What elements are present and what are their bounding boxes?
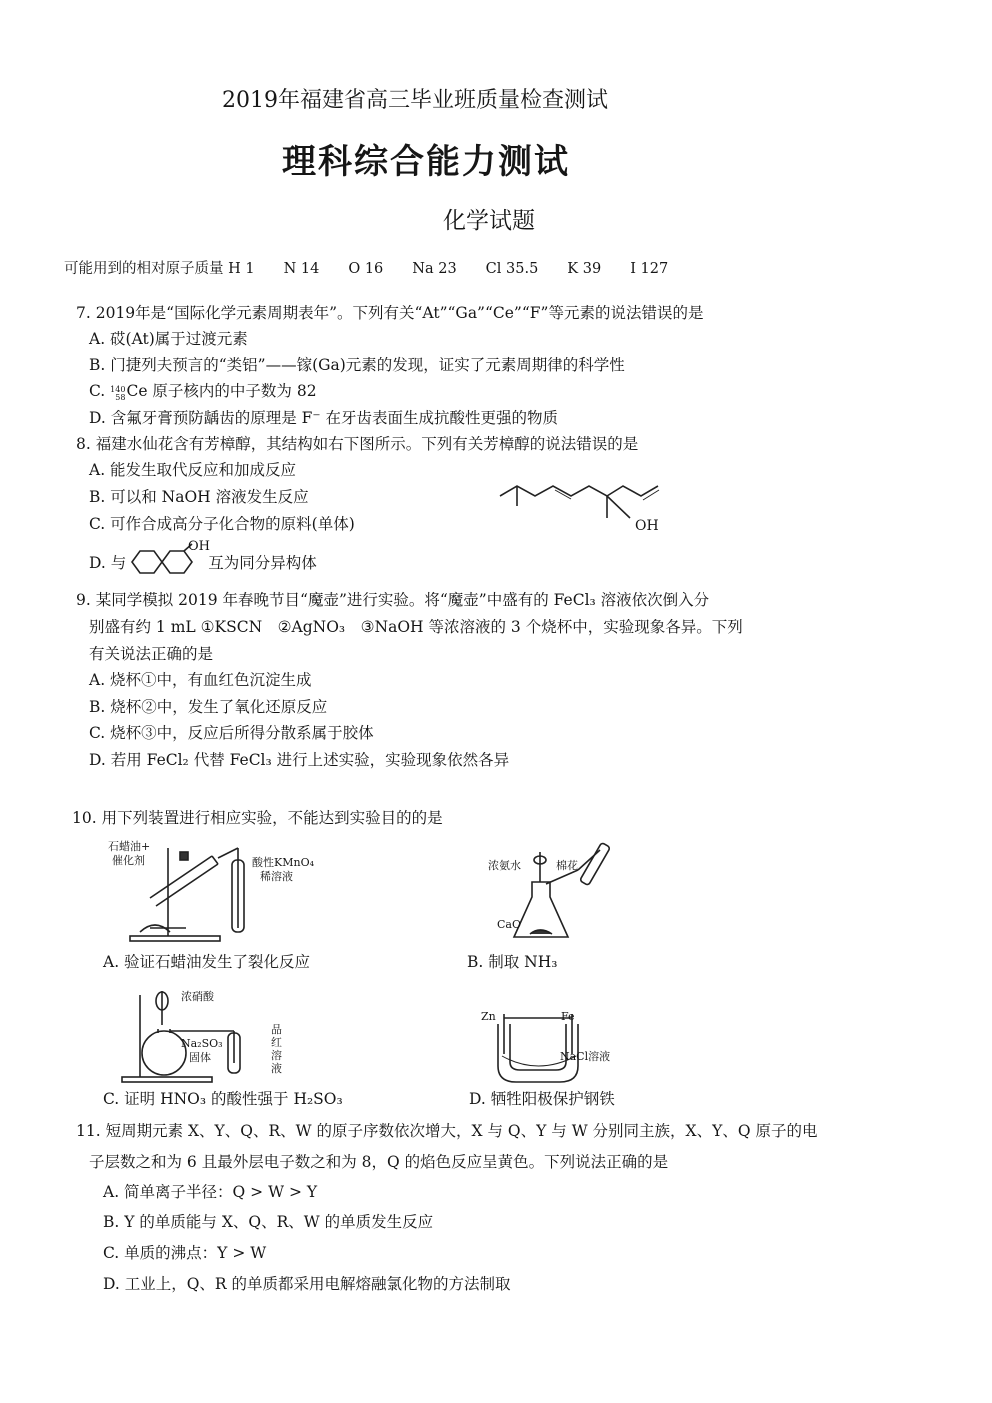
main-title: 理科综合能力测试 — [282, 142, 570, 182]
q7-option-c-text: Ce 原子核内的中子数为 82 — [126, 382, 317, 400]
q9-stem-line3: 有关说法正确的是 — [89, 645, 214, 663]
d-label-nacl: NaCl溶液 — [560, 1050, 611, 1063]
q8-option-c: C. 可作合成高分子化合物的原料(单体) — [89, 515, 355, 533]
a-label-kmno4: 酸性KMnO₄ — [252, 856, 314, 869]
c-label-rong: 溶 — [271, 1049, 282, 1062]
subject-title: 化学试题 — [443, 208, 535, 234]
d-label-zn: Zn — [481, 1010, 496, 1023]
c-label-ye: 液 — [271, 1062, 282, 1075]
q9-option-d: D. 若用 FeCl₂ 代替 FeCl₃ 进行上述实验，实验现象依然各异 — [89, 751, 510, 769]
q11-stem-line1: 11. 短周期元素 X、Y、Q、R、W 的原子序数依次增大，X 与 Q、Y 与 W 分别同主族，X、Y、Q 原子的电 — [76, 1122, 818, 1140]
q7-option-a: A. 砹(At)属于过渡元素 — [89, 330, 248, 348]
q7-option-b: B. 门捷列夫预言的“类铝”——镓(Ga)元素的发现，证实了元素周期律的科学性 — [89, 356, 625, 374]
q8-option-d-suffix: 互为同分异构体 — [208, 554, 317, 572]
b-label-cao: CaO — [497, 918, 521, 931]
a-label-dilute: 稀溶液 — [260, 870, 293, 883]
b-label-cotton: 棉花 — [556, 859, 578, 872]
q9-option-a: A. 烧杯①中，有血红色沉淀生成 — [89, 671, 312, 689]
ce-isotope — [110, 386, 125, 402]
decalinol-oh-label: OH — [188, 539, 210, 554]
q7-option-c-prefix: C. — [89, 382, 106, 400]
ce-mass-number: 140 — [110, 385, 126, 394]
q9-stem-line2: 别盛有约 1 mL ①KSCN ②AgNO₃ ③NaOH 等浓溶液的 3 个烧杯中，实验现象各异。下列 — [89, 618, 743, 636]
apparatus-c-caption: C. 证明 HNO₃ 的酸性强于 H₂SO₃ — [103, 1090, 343, 1108]
b-label-ammonia: 浓氨水 — [488, 859, 521, 872]
q10-stem: 10. 用下列装置进行相应实验，不能达到实验目的的是 — [72, 809, 443, 827]
q9-option-c: C. 烧杯③中，反应后所得分散系属于胶体 — [89, 724, 374, 742]
apparatus-a-caption: A. 验证石蜡油发生了裂化反应 — [103, 953, 311, 971]
apparatus-d-caption: D. 牺牲阳极保护钢铁 — [469, 1090, 615, 1108]
q8-option-a: A. 能发生取代反应和加成反应 — [89, 461, 297, 479]
c-label-nitric-acid: 浓硝酸 — [181, 990, 214, 1003]
q7-option-d: D. 含氟牙膏预防龋齿的原理是 F⁻ 在牙齿表面生成抗酸性更强的物质 — [89, 409, 559, 427]
c-label-hong: 红 — [271, 1036, 282, 1049]
c-label-na2so3: Na₂SO₃ — [181, 1037, 223, 1050]
q11-stem-line2: 子层数之和为 6 且最外层电子数之和为 8，Q 的焰色反应呈黄色。下列说法正确的是 — [89, 1153, 669, 1171]
c-label-solid: 固体 — [189, 1051, 211, 1064]
q8-stem: 8. 福建水仙花含有芳樟醇，其结构如右下图所示。下列有关芳樟醇的说法错误的是 — [76, 435, 639, 453]
atomic-masses: 可能用到的相对原子质量 H 1 N 14 O 16 Na 23 Cl 35.5 K 39 I 127 — [64, 261, 669, 277]
exam-title: 2019年福建省高三毕业班质量检查测试 — [222, 88, 608, 113]
ce-atomic-number: 58 — [115, 393, 126, 402]
q11-option-d: D. 工业上，Q、R 的单质都采用电解熔融氯化物的方法制取 — [103, 1275, 511, 1293]
c-label-pin: 品 — [271, 1023, 282, 1036]
a-label-catalyst: 催化剂 — [112, 854, 145, 867]
apparatus-a-cracking — [120, 838, 320, 948]
q9-stem-line1: 9. 某同学模拟 2019 年春晚节目“魔壶”进行实验。将“魔壶”中盛有的 FeCl₃ 溶液依次倒入分 — [76, 591, 710, 609]
apparatus-b-caption: B. 制取 NH₃ — [467, 953, 558, 971]
q8-option-b: B. 可以和 NaOH 溶液发生反应 — [89, 488, 309, 506]
q11-option-a: A. 简单离子半径：Q > W > Y — [103, 1183, 318, 1201]
apparatus-d-anode — [492, 1014, 592, 1084]
q9-option-b: B. 烧杯②中，发生了氧化还原反应 — [89, 698, 328, 716]
q7-stem: 7. 2019年是“国际化学元素周期表年”。下列有关“At”“Ga”“Ce”“F”等元素的说法错误的是 — [76, 304, 704, 322]
structure-oh-label: OH — [635, 518, 659, 534]
q7-option-c — [89, 381, 317, 402]
a-label-paraffin: 石蜡油+ — [108, 840, 151, 853]
q8-option-d-prefix: D. 与 — [89, 554, 127, 572]
q11-option-b: B. Y 的单质能与 X、Q、R、W 的单质发生反应 — [103, 1213, 434, 1231]
d-label-fe: Fe — [561, 1010, 575, 1023]
q11-option-c: C. 单质的沸点：Y > W — [103, 1244, 267, 1262]
